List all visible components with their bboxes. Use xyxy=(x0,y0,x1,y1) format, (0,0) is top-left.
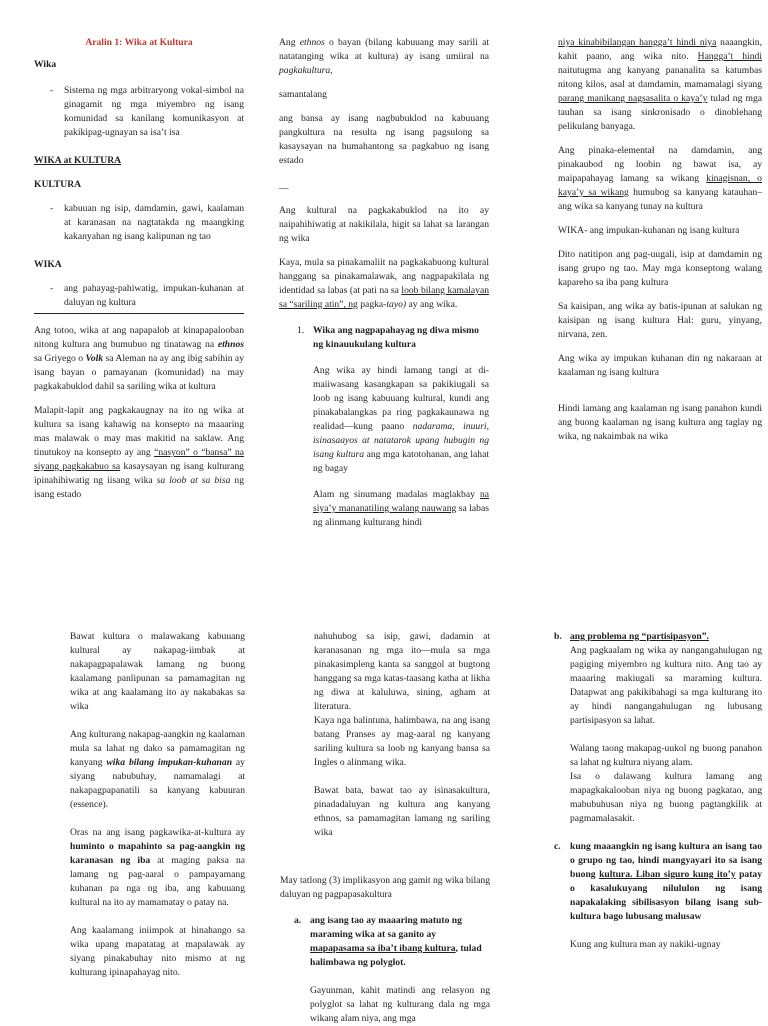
lettered-item-heading: ang isang tao ay maaaring matuto ng maraming wika at sa ganito ay mapapasama sa iba’t ibang kultura, tulad halimbawa ng polyglot. xyxy=(310,915,482,968)
paragraph-samantalang: samantalang xyxy=(279,89,327,100)
heading-wika: Wika xyxy=(34,59,57,70)
numbered-item-1 xyxy=(279,324,489,530)
top-column-3 xyxy=(558,36,762,444)
paragraph-kulturang-nakapag-aangkin: Ang kulturang nakapag-aangkin ng kaalaman mula sa lahat ng dako sa pamamagitan ng kanyang wika bilang impukan-kuhanan ay siyang nabubuhay, namamalagi at nakapagpapanatili sa kanyang kabuuran (essence). xyxy=(70,729,245,810)
list-item-text: kabuuan ng isip, damdamin, gawi, kaalaman at karanasan na nagtatakda ng maangking kakanyahan ng isang kalipunan ng tao xyxy=(64,203,244,242)
bottom-column-1 xyxy=(70,630,245,980)
paragraph-maglakbay: Alam ng sinumang madalas maglakbay na siya’y mananatiling walang nauwang sa labas ng alinmang kulturang hindi xyxy=(313,489,489,528)
list-item-wika xyxy=(34,84,244,140)
top-column-2 xyxy=(279,36,489,530)
bullet-dash: - xyxy=(50,203,54,214)
paragraph-nakaraan: Ang wika ay impukan kuhanan din ng nakaraan at kaalaman ng isang kultura xyxy=(558,353,762,378)
list-letter: b. xyxy=(554,631,562,642)
bullet-dash: - xyxy=(50,283,54,294)
paragraph-bawat-bata: Bawat bata, bawat tao ay isinasakultura, pinadadaluyan ng kultura ang kanyang ethnos, sa pamamagitan lamang ng sariling wika xyxy=(314,785,490,838)
list-number: 1. xyxy=(297,325,305,336)
paragraph-ethnos: Ang totoo, wika at ang napapalob at kinapapalooban nitong kultura ang bumubuo ng tinatawag na ethnos sa Griyego o Volk sa Aleman na ay ang ibig sabihin ay isang bayan o pamayanan (komunidad) na may pagkakabuklod dahil sa sariling wika at kultura xyxy=(34,325,244,392)
paragraph-balintuna: Kaya nga balintuna, halimbawa, na ang isang batang Pranses ay mag-aaral ng kanyang sariling kultura sa loob ng kanyang bansa sa Ingles o alinmang wika. xyxy=(314,715,490,768)
lettered-item-heading: kung maaangkin ng isang kultura an isang tao o grupo ng tao, hindi mangyayari ito sa isang buong kultura. Liban siguro kung ito’y patay o kasalukuyang nilululon ng isang napakalaking sibilisasyon bilang isang sub-kultura bago lubusang malusaw xyxy=(570,841,763,922)
list-item-wika-2 xyxy=(34,282,244,310)
paragraph-kaisipan: Sa kaisipan, ang wika ay batis-ipunan at salukan ng kaisipan ng isang kultura Hal: guru, yinyang, nirvana, zen. xyxy=(558,301,762,340)
horizontal-rule xyxy=(34,313,244,314)
paragraph-implikasyon: May tatlong (3) implikasyon ang gamit ng wika bilang daluyan ng pagpapasakultura xyxy=(280,875,490,900)
paragraph-kaalamang-iniimpok: Ang kaalamang iniimpok at hinahango sa wika upang mapatatag at mapalawak ay siyang pinakabuhay nito mismo at ng kulturang ipinapahayag nito. xyxy=(70,925,245,978)
list-item-kultura xyxy=(34,202,244,244)
lettered-item-c xyxy=(540,840,762,952)
indented-block xyxy=(280,630,490,840)
lesson-title: Aralin 1: Wika at Kultura xyxy=(85,37,193,48)
paragraph-nasyon: Malapit-lapit ang pagkakaugnay na ito ng wika at kultura sa isang kahawig na konsepto na maaaring mas malawak o may mas makitid na saklaw. Ang tinutukoy na konsepto ay ang “nasyon” o “bansa” na siyang pagkakabuo sa kasaysayan ng isang kulturang ipinahihiwatig ng iisang wika sa loob at sa bisa ng isang estado xyxy=(34,405,244,500)
list-item-text: ang pahayag-pahiwatig, impukan-kuhanan at daluyan ng kultura xyxy=(64,283,244,308)
paragraph-oras-na: Oras na ang isang pagkawika-at-kultura ay huminto o mapahinto sa pag-aangkin ng karanasan ng iba at maging paksa na lamang ng pag-aaral o pampayamang kuhanan pa nga ng iba, ang kabuuang kultural na ito ay mamamatay o patay na. xyxy=(70,827,245,908)
paragraph-polyglot: Gayunman, kahit matindi ang relasyon ng polyglot sa lahat ng kulturang dala ng mga wikang alam niya, ang mga xyxy=(310,985,490,1024)
heading-wika-2: WIKA xyxy=(34,259,62,270)
paragraph-nahuhubog: nahuhubog sa isip, gawi, dadamin at karanasanan ng mga ito—mula sa mga pinakasimpleng kanta sa sanggol at bugtong hanggang sa mga katas-taasang katha at likha ng diwa at kaluluwa, sining, agham at literatura. xyxy=(314,631,490,712)
lettered-item-a xyxy=(280,914,490,1026)
paragraph-kultural-na-pagkakabuklod: Ang kultural na pagkakabuklod na ito ay naipahihiwatig at nakikilala, higit sa lahat sa larangan ng wika xyxy=(279,205,489,244)
bullet-dash: - xyxy=(50,85,54,96)
paragraph-ethnos-bayan: Ang ethnos o bayan (bilang kabuuang may sarili at natatanging wika at kultura) ay isang umiiral na pagkakultura, xyxy=(279,37,490,76)
lettered-item-b xyxy=(540,630,762,826)
paragraph-identidad: Kaya, mula sa pinakamaliit na pagkakabuong kultural hanggang sa pinakamalawak, ang nagpapakilala ng identidad sa labas (at pati na sa loob bilang kamalayan sa “sariling atin”, ng pagka-tayo) ay ang wika. xyxy=(279,257,489,310)
paragraph-hanggat-hindi: niya kinabibilangan hangga’t hindi niya naaangkin, kahit paano, ang wika nito. Hangga’t hindi naitutugma ang kanyang pananalita sa katumbas nitong kilos, asal at damdamin, mamamalagi siyang parang manikang nagsasalita o kaya’y tulad ng mga tauhan sa isang sinkronisado o dinoblehang pelikulang banyaga. xyxy=(558,37,763,132)
paragraph-bansa: ang bansa ay isang nagbubuklod na kabuuang pangkultura na resulta ng isang pagsulong sa kasaysayan na humahantong sa pagkabuo ng isang estado xyxy=(279,113,489,166)
heading-kultura: KULTURA xyxy=(34,179,82,190)
bottom-column-3 xyxy=(540,630,762,952)
paragraph-isa-o-dalawa: Isa o dalawang kultura lamang ang mapagkakalooban niya ng buong pagkatao, ang mabubuhusan niya ng buong pagtangkilik at pagmamalasakit. xyxy=(570,771,762,824)
paragraph-walang-tao: Walang taong makapag-uukol ng buong panahon sa lahat ng kultura niyang alam. xyxy=(570,743,762,768)
paragraph-damdamin: Ang pinaka-elementał na damdamin, ang pinakaubod ng loobin ng bawat isa, ay maipapahayag lamang sa wikang kinagisnan, o kaya’y sa wikang humubog sa kanyang katauhan– ang wika sa kanyang tunay na kultura xyxy=(558,145,762,212)
paragraph-realidad: Ang wika ay hindi lamang tangi at di-maiiwasang kasangkapan sa pakikiugali sa loob ng isang kabuuang kultural, kundi ang pinakabalangkas pa ring pagkakaunawa ng realidad—kung paano nadarama, inuuri, isinasaayos at natatarok upang hubugin ng isang kultura ang mga katotohanan, ang lahat ng bagay xyxy=(313,365,489,474)
paragraph-kaalaman: Hindi lamang ang kaalaman ng isang panahon kundi ang buong kaalaman ng isang kultura ang taglay ng wika, ng nakaimbak na wika xyxy=(558,403,762,442)
em-dash-line: — xyxy=(279,183,289,194)
list-letter: a. xyxy=(294,915,302,926)
list-letter: c. xyxy=(554,841,561,852)
paragraph-pagkaalam: Ang pagkaalam ng wika ay nangangahulugan ng pagiging miyembro ng kultura nito. Ang tao ay maaaring makiugali sa maraming kultura. Datapwat ang pakikibahagi sa mga kulturang ito ay hindi nangangahulugan ng lubusang partisipasyon sa lahat. xyxy=(570,645,762,726)
list-item-text: Sistema ng mga arbitraryong vokal-simbol na ginagamit ng mga miyembro ng isang komunidad sa kanilang komunikasyon at pakikipag-ugnayan sa isa’t isa xyxy=(64,85,244,138)
paragraph-natitipon: Dito natitipon ang pag-uugali, isip at damdamin ng isang grupo ng tao. May mga konseptong walang kapareho sa iba pang kultura xyxy=(558,249,762,288)
bottom-column-2 xyxy=(280,630,490,1026)
numbered-item-heading: Wika ang nagpapahayag ng diwa mismo ng kinauukulang kultura xyxy=(313,325,479,350)
heading-wika-at-kultura: WIKA at KULTURA xyxy=(34,155,122,166)
paragraph-impukan-kuhanan: WIKA- ang impukan-kuhanan ng isang kultura xyxy=(558,225,740,236)
paragraph-nakiki-ugnay: Kung ang kultura man ay nakiki-ugnay xyxy=(570,939,721,950)
top-column-1 xyxy=(34,36,244,502)
paragraph-bawat-kultura: Bawat kultura o malawakang kabuuang kultural ay nakapag-iimbak at nakapagpapalawak lamang ng buong kaalamang panlipunan sa pamamagitan ng wika at ang kaalamang ito ay nakabakas sa wika xyxy=(70,631,245,712)
lettered-item-heading: ang problema ng “partisipasyon”. xyxy=(570,631,709,642)
